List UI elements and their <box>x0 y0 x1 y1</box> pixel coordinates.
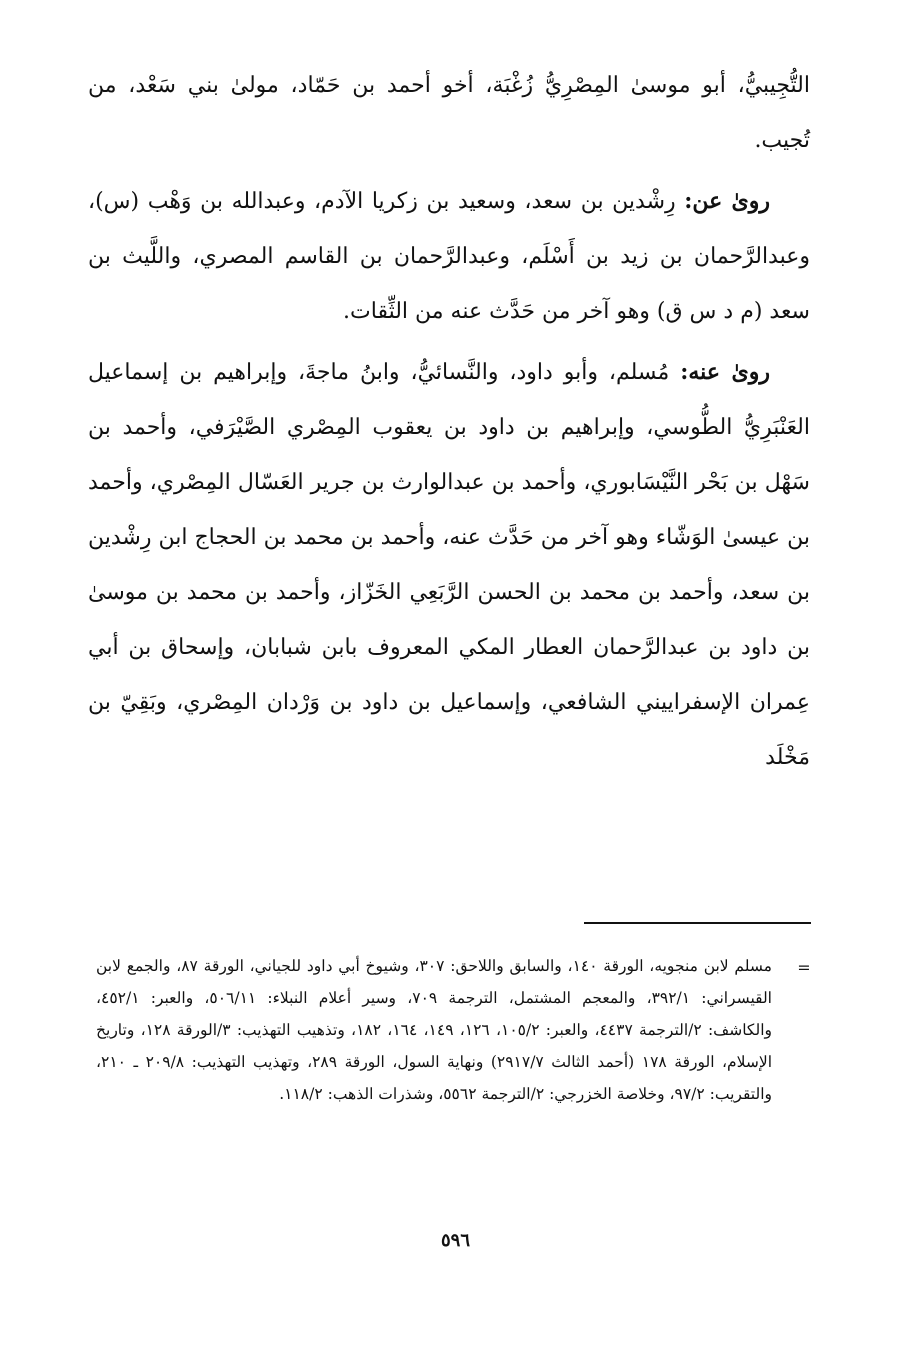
narrated-by-text: مُسلم، وأبو داود، والنَّسائيُّ، وابنُ ماجةَ، وإبراهيم بن إسماعيل العَنْبَرِيُّ الطُّوسي، وإبراهيم بن داود بن يعقوب المِصْري الصَّيْرَفي، وأحمد بن سَهْل بن بَحْر النَّيْسَابوري، وأحمد بن عبدالوارث بن جرير العَسّال المِصْري، وأحمد بن عيسىٰ الوَشّاء وهو آخر من حَدَّث عنه، وأحمد بن محمد بن الحجاج ابن رِشْدين بن سعد، وأحمد بن محمد بن الحسن الرَّبَعِي الخَزّاز، وأحمد بن محمد بن موسىٰ بن داود بن عبدالرَّحمان العطار المكي المعروف بابن شبابان، وإسحاق بن أبي عِمران الإسفراييني الشافعي، وإسماعيل بن داود بن وَرْدان المِصْري، وبَقِيّ بن مَخْلَد <box>88 360 810 770</box>
narrated-from-paragraph <box>88 174 810 339</box>
narrated-from-heading: روىٰ عن: <box>684 188 770 214</box>
intro-paragraph: التُّجِيبيُّ، أبو موسىٰ المِصْرِيُّ زُغْبَة، أخو أحمد بن حَمّاد، مولىٰ بني سَعْد، من تُجيب. <box>88 73 810 153</box>
footnote-text: مسلم لابن منجويه، الورقة ١٤٠، والسابق واللاحق: ٣٠٧، وشيوخ أبي داود للجياني، الورقة ٨٧، والجمع لابن القيسراني: ٣٩٢/١، والمعجم المشتمل، الترجمة ٧٠٩، وسير أعلام النبلاء: ٥٠٦/١١، والعبر: ٤٥٢/١، والكاشف: ٢/الترجمة ٤٤٣٧، والعبر: ١٠٥/٢، ١٢٦، ١٤٩، ١٦٤، ١٨٢، وتذهيب التهذيب: ٣/الورقة ١٢٨، وتاريخ الإسلام، الورقة ١٧٨ (أحمد الثالث ٢٩١٧/٧) ونهاية السول، الورقة ٢٨٩، وتهذيب التهذيب: ٢٠٩/٨ ـ ٢١٠، والتقريب: ٩٧/٢، وخلاصة الخزرجي: ٢/الترجمة ٥٥٦٢، وشذرات الذهب: ١١٨/٢. <box>96 957 773 1103</box>
narrated-from-text: رِشْدين بن سعد، وسعيد بن زكريا الآدم، وعبدالله بن وَهْب (س)، وعبدالرَّحمان بن زيد بن أَسْلَم، وعبدالرَّحمان بن القاسم المصري، واللَّيث بن سعد (م د س ق) وهو آخر من حَدَّث عنه من الثِّقات. <box>88 189 810 324</box>
footnote-divider <box>584 922 811 924</box>
main-text-body <box>88 58 810 785</box>
narrated-by-heading: روىٰ عنه: <box>680 359 771 385</box>
page-number: ٥٩٦ <box>440 1230 470 1251</box>
narrated-by-paragraph <box>88 345 810 785</box>
footnote-continuation-marker: = <box>797 958 811 977</box>
